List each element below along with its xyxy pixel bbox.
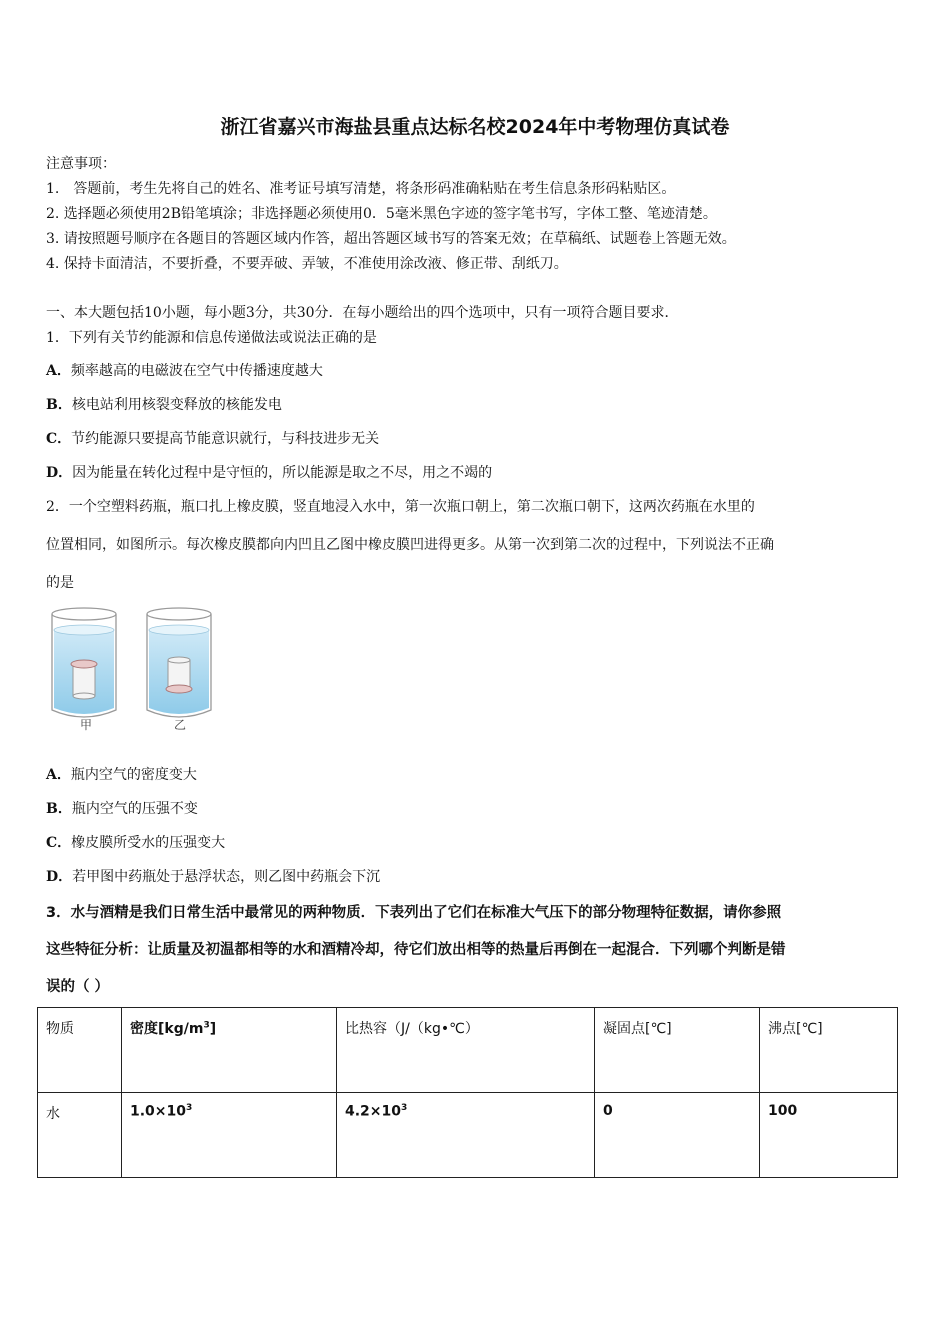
q1-option-c [46, 428, 379, 448]
q1-option-a [46, 360, 323, 380]
q2-option-d [46, 866, 380, 886]
option-label: D． [46, 869, 73, 885]
header-density [122, 1008, 337, 1093]
option-text: 瓶内空气的压强不变 [71, 801, 198, 817]
header-density-text: 密度[kg/m [130, 1021, 204, 1037]
option-label: B． [46, 801, 72, 817]
option-text: 橡皮膜所受水的压强变大 [71, 835, 226, 851]
q3-stem-line-2: 这些特征分析：让质量及初温都相等的水和酒精冷却，待它们放出相等的热量后再倒在一起混合．下列哪个判断是错 [46, 942, 786, 958]
option-text: 节约能源只要提高节能意识就行，与科技进步无关 [71, 431, 380, 447]
cell-freezing-point: 0 [595, 1093, 760, 1178]
q3-stem-line-1: 3．水与酒精是我们日常生活中最常见的两种物质．下表列出了它们在标准大气压下的部分物理特征数据，请你参照 [46, 905, 782, 921]
properties-table [37, 1007, 898, 1178]
header-density-exp: 3 [203, 1020, 210, 1031]
cell-density [122, 1093, 337, 1178]
header-density-close: ] [209, 1021, 217, 1037]
q2-stem-line-3: 的是 [46, 575, 74, 591]
option-label: C． [46, 431, 72, 447]
q3-stem-line-3: 误的（ ） [46, 979, 110, 995]
figure-label-yi: 乙 [174, 718, 187, 732]
cell-density-base: 1.0×10 [130, 1103, 187, 1120]
q1-option-d [46, 462, 492, 482]
q2-option-c [46, 832, 225, 852]
q2-stem-line-1: 2．一个空塑料药瓶，瓶口扎上橡皮膜，竖直地浸入水中，第一次瓶口朝上，第二次瓶口朝下，这两次药瓶在水里的 [46, 499, 755, 515]
option-text: 核电站利用核裂变释放的核能发电 [71, 397, 282, 413]
figure-label-jia: 甲 [80, 718, 93, 732]
header-boiling-point: 沸点[℃] [760, 1008, 898, 1093]
notice-heading: 注意事项： [46, 156, 116, 172]
cell-boiling-point: 100 [760, 1093, 898, 1178]
notice-item-3: 3. 请按照题号顺序在各题目的答题区域内作答，超出答题区域书写的答案无效；在草稿纸、试题卷上答题无效。 [46, 231, 736, 247]
beaker-yi [147, 608, 211, 717]
cell-density-exp: 3 [186, 1103, 193, 1113]
beaker-jia [52, 608, 116, 717]
option-label: A． [46, 767, 71, 783]
cell-specific-heat [337, 1093, 595, 1178]
notice-item-2: 2. 选择题必须使用2B铅笔填涂；非选择题必须使用0．5毫米黑色字迹的签字笔书写，字体工整、笔迹清楚。 [46, 206, 717, 222]
option-label: B． [46, 397, 72, 413]
page-title: 浙江省嘉兴市海盐县重点达标名校2024年中考物理仿真试卷 [220, 116, 730, 138]
option-text: 频率越高的电磁波在空气中传播速度越大 [70, 363, 323, 379]
option-text: 瓶内空气的密度变大 [70, 767, 197, 783]
cell-substance: 水 [38, 1093, 122, 1178]
option-label: D． [46, 465, 73, 481]
q1-option-b [46, 394, 282, 414]
section-heading: 一、本大题包括10小题，每小题3分，共30分．在每小题给出的四个选项中，只有一项符合题目要求． [46, 305, 679, 321]
option-label: C． [46, 835, 72, 851]
q2-option-a [46, 764, 197, 784]
cell-heat-exp: 3 [401, 1103, 408, 1113]
table-header-row [38, 1008, 898, 1093]
notice-item-1: 1. 答题前，考生先将自己的姓名、准考证号填写清楚，将条形码准确粘贴在考生信息条形码粘贴区。 [46, 181, 676, 197]
table-row [38, 1093, 898, 1178]
bottle-figure [44, 600, 224, 740]
header-freezing-point: 凝固点[℃] [595, 1008, 760, 1093]
q2-option-b [46, 798, 198, 818]
notice-item-4: 4. 保持卡面清洁，不要折叠，不要弄破、弄皱，不准使用涂改液、修正带、刮纸刀。 [46, 256, 568, 272]
option-text: 若甲图中药瓶处于悬浮状态，则乙图中药瓶会下沉 [72, 869, 381, 885]
q2-stem-line-2: 位置相同，如图所示。每次橡皮膜都向内凹且乙图中橡皮膜凹进得更多。从第一次到第二次的过程中，下列说法不正确 [46, 537, 774, 553]
option-text: 因为能量在转化过程中是守恒的，所以能源是取之不尽，用之不竭的 [72, 465, 493, 481]
header-substance: 物质 [38, 1008, 122, 1093]
cell-heat-base: 4.2×10 [345, 1103, 402, 1120]
header-specific-heat: 比热容（J/（kg•℃） [337, 1008, 595, 1093]
q1-stem: 1．下列有关节约能源和信息传递做法或说法正确的是 [46, 330, 377, 346]
option-label: A． [46, 363, 71, 379]
